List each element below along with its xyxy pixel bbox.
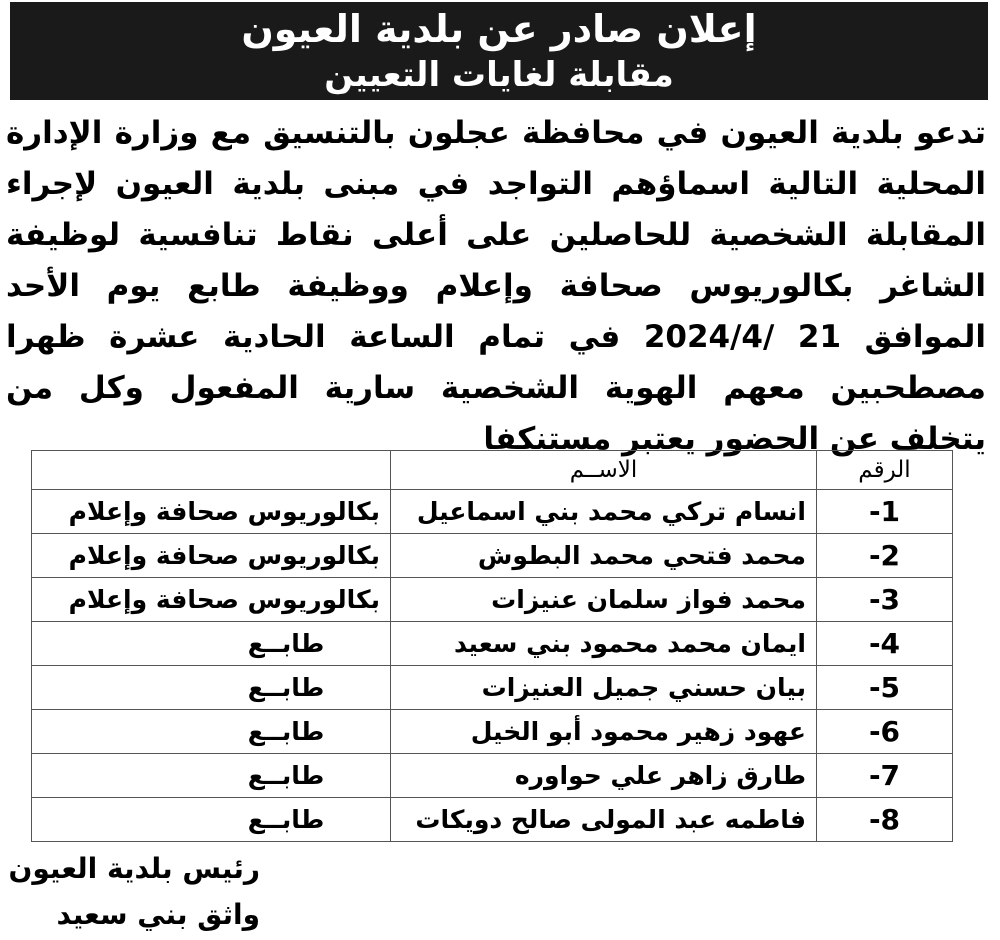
column-header-name: الاســم [391,451,817,490]
row-number: -5 [868,671,901,704]
table-row [32,534,953,578]
table-header-row [32,451,953,490]
candidate-job: طابــع [32,754,391,798]
row-number-cell [817,578,953,622]
table-row [32,578,953,622]
candidate-name: عهود زهير محمود أبو الخيل [391,710,817,754]
row-number-cell [817,490,953,534]
row-number: -3 [868,583,901,616]
table-row [32,622,953,666]
candidate-job: طابــع [32,666,391,710]
announcement-title: إعلان صادر عن بلدية العيون [241,7,757,51]
row-number-cell [817,798,953,842]
candidate-job: طابــع [32,622,391,666]
candidate-job: بكالوريوس صحافة وإعلام [32,578,391,622]
row-number: -2 [868,539,901,572]
candidate-job: طابــع [32,798,391,842]
candidate-job: طابــع [32,710,391,754]
table-row [32,490,953,534]
row-number-cell [817,666,953,710]
announcement-header [10,2,988,100]
row-number: -8 [868,803,901,836]
signature-block [8,846,260,938]
row-number: -4 [868,627,901,660]
column-header-job [32,451,391,490]
announcement-subtitle: مقابلة لغايات التعيين [324,55,674,95]
row-number-cell [817,534,953,578]
signature-title: رئيس بلدية العيون [8,852,260,885]
table-row [32,710,953,754]
row-number-cell [817,622,953,666]
table-row [32,754,953,798]
candidate-name: انسام تركي محمد بني اسماعيل [391,490,817,534]
row-number: -1 [868,495,901,528]
signature-name: واثق بني سعيد [56,898,260,931]
candidate-job: بكالوريوس صحافة وإعلام [32,490,391,534]
candidate-name: ايمان محمد محمود بني سعيد [391,622,817,666]
row-number-cell [817,710,953,754]
candidate-name: محمد فتحي محمد البطوش [391,534,817,578]
candidate-job: بكالوريوس صحافة وإعلام [32,534,391,578]
table-row [32,798,953,842]
candidates-table [31,450,953,842]
announcement-body: تدعو بلدية العيون في محافظة عجلون بالتنسيق مع وزارة الإدارة المحلية التالية اسماؤهم التواجد في مبنى بلدية العيون لإجراء المقابلة الشخصية للحاصلين على أعلى نقاط تنافسية لوظيفة الشاغر بكالوريوس صحافة وإعلام ووظيفة طابع يوم الأحد الموافق 21 /2024/4 في تمام الساعة الحادية عشرة ظهرا مصطحبين معهم الهوية الشخصية سارية المفعول وكل من يتخلف عن الحضور يعتبر مستنكفا [6,115,986,457]
row-number: -7 [868,759,901,792]
candidate-name: طارق زاهر علي حواوره [391,754,817,798]
column-header-number: الرقم [817,451,953,490]
table-row [32,666,953,710]
candidate-name: بيان حسني جميل العنيزات [391,666,817,710]
candidate-name: فاطمه عبد المولى صالح دويكات [391,798,817,842]
candidate-name: محمد فواز سلمان عنيزات [391,578,817,622]
row-number: -6 [868,715,901,748]
row-number-cell [817,754,953,798]
